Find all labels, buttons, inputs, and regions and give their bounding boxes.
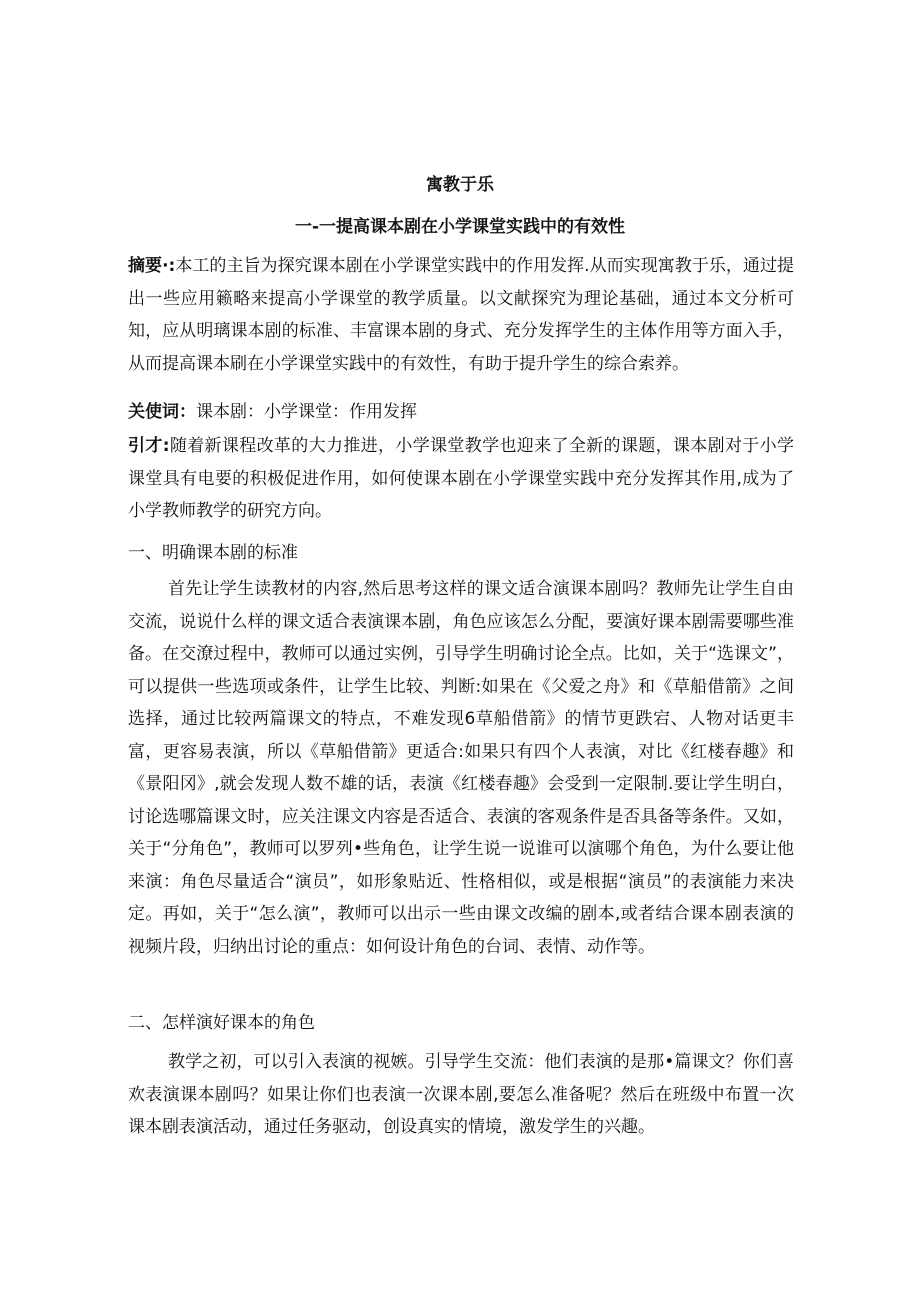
keywords-paragraph — [128, 396, 794, 429]
abstract-text: 本工的主旨为探究课本剧在小学课堂实践中的作用发挥.从而实现寓教于乐，通过提出一些应用籁略来提高小学课堂的教学质量。以文献探究为理论基础，通过本文分析可知，应从明璃课本剧的标准、丰富课本剧的身式、充分发挥学生的主体作用等方面入手，从而提高课本刷在小学课堂实践中的有效性，有助于提升学生的综合索养。 — [128, 256, 794, 374]
section1-heading: 一、明确课本剧的标准 — [128, 543, 298, 563]
keywords-label: 关使词： — [128, 402, 196, 422]
section2-heading: 二、怎样演好课本的角色 — [128, 1013, 315, 1033]
section1-paragraph: 首先让学生读教材的内容,然后思考这样的课文适合演课本剧吗？教师先让学生自由交流，说说什么样的课文适合表演课本剧，角色应该怎么分配，要演好课本剧需要哪些准备。在交潦过程中，教师可以通过实例，引导学生明确讨论全点。比如，关于“选课文”，可以提供一些选项或条件，让学生比较、判断:如果在《父爱之舟》和《草船借箭》之间选择，通过比较两篇课文的特点，不难发现6草船借箭》的情节更跌宕、人物对话更丰富，更容易表演，所以《草船借箭》更适合:如果只有四个人表演，对比《红楼春趣》和《景阳冈》,就会发现人数不雄的话，表演《红楼春趣》会受到一定限制.要让学生明白，讨论选哪篇课文时，应关注课文内容是否适合、表演的客观条件是否具备等条件。又如，关于“分角色”，教师可以罗列•些角色，让学生说一说谁可以演哪个角色，为什么要让他来演：角色尽量适合“演员”，如形象贴近、性格相似，或是根据“演员”的表演能力来决定。再如，关于“怎么演”，教师可以出示一些由课文改编的剧本,或者结合课本剧表演的视频片段，归纳出讨论的重点：如何设计角色的台词、表情、动作等。 — [128, 579, 794, 957]
section2-paragraph: 教学之初，可以引入表演的视嫉。引导学生交流：他们表演的是那•篇课文？你们喜欢表演课本剧吗？如果让你们也表演一次课本剧,要怎么准备呢？然后在班级中布置一次课本剧表演活动，通过任务驱动，创设真实的情境，激发学生的兴趣。 — [128, 1052, 794, 1137]
keywords-text: 课本剧：小学课堂：作用发挥 — [196, 402, 417, 422]
abstract-label: 摘要·: — [128, 256, 176, 276]
intro-paragraph — [128, 430, 794, 528]
document-title: 寓教于乐 — [426, 175, 494, 195]
document-subtitle: 一-一提高课本剧在小学课堂实践中的有效性 — [294, 217, 626, 237]
abstract-paragraph — [128, 250, 794, 380]
intro-text: 随着新课程改革的大力推进，小学课堂教学也迎来了全新的课题，课本剧对于小学课堂具有电要的积极促进作用，如何使课本剧在小学课堂实践中充分发挥其作用,成为了小学教师教学的研究方向。 — [128, 436, 794, 521]
intro-label: 引才: — [128, 436, 170, 456]
